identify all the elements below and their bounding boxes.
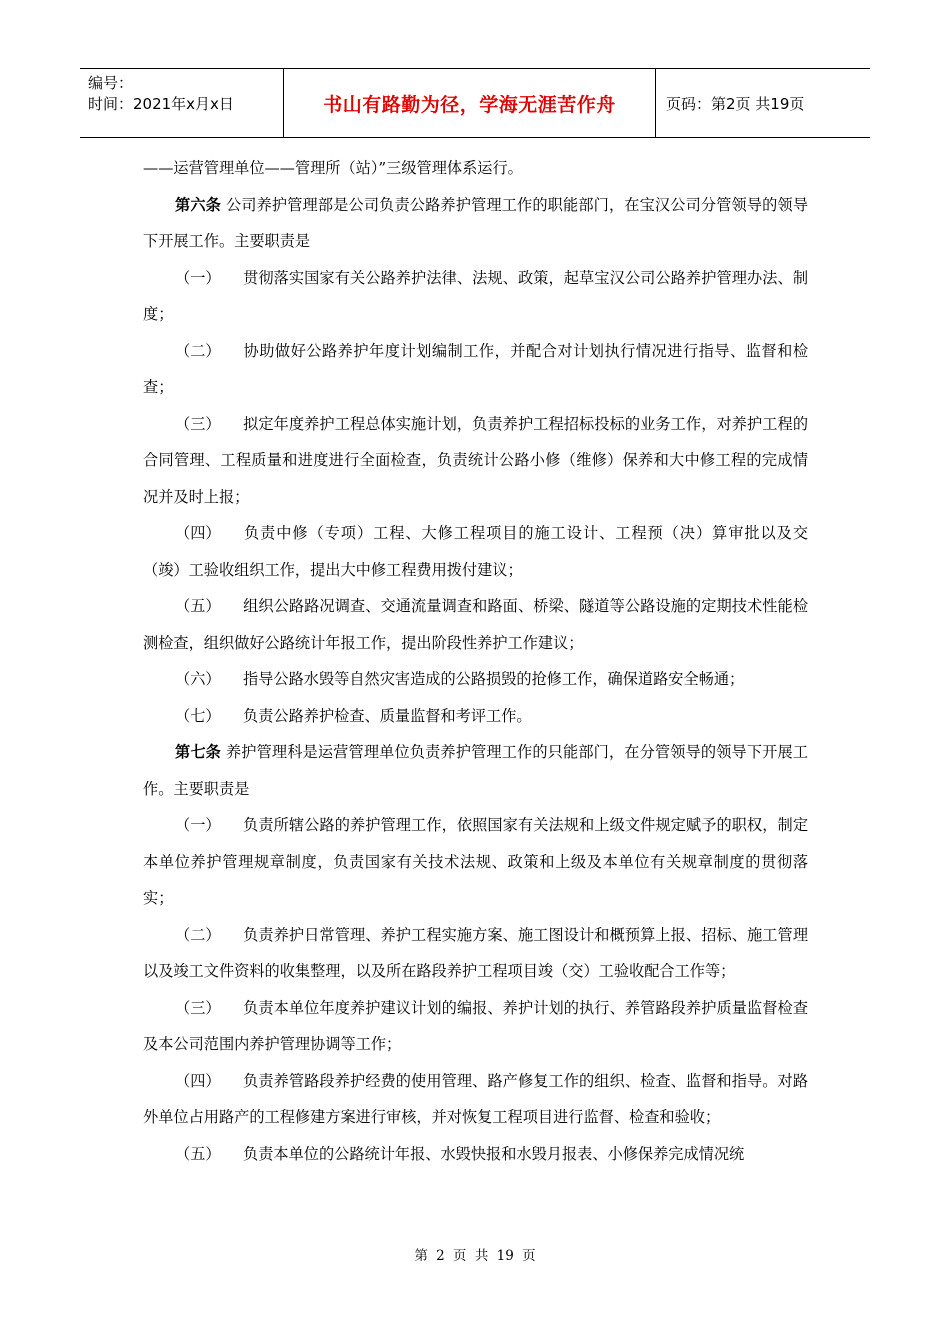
list-item-text: 负责所辖公路的养护管理工作，依照国家有关法规和上级文件规定赋予的职权，制定本单位养护管理规章制度，负责国家有关技术法规、政策和上级及本单位有关规章制度的贯彻落实； [143, 816, 808, 907]
list-item [143, 333, 808, 406]
article-6-title: 第六条 [175, 195, 221, 214]
list-item-number: （三） [175, 998, 221, 1017]
list-item-text: 组织公路路况调查、交通流量调查和路面、桥梁、隧道等公路设施的定期技术性能检测检查，组织做好公路统计年报工作，提出阶段性养护工作建议； [143, 597, 808, 652]
article-6-text: 公司养护管理部是公司负责公路养护管理工作的职能部门，在宝汉公司分管领导的领导下开展工作。主要职责是 [143, 195, 809, 250]
list-item [143, 515, 808, 588]
list-item [143, 1063, 808, 1136]
list-item-number: （五） [175, 1144, 221, 1163]
list-item [143, 406, 808, 516]
paragraph-intro: ——运营管理单位——管理所（站）”三级管理体系运行。 [143, 159, 523, 177]
document-time-label: 时间：2021年x月x日 [88, 95, 234, 113]
list-item-text: 负责公路养护检查、质量监督和考评工作。 [243, 706, 532, 725]
list-item-number: （二） [175, 925, 221, 944]
list-item-number: （五） [175, 597, 221, 615]
list-item [143, 990, 808, 1063]
list-item-number: （四） [175, 524, 221, 542]
page-footer: 第 2 页 共 19 页 [414, 1248, 536, 1264]
article-6-items [143, 260, 808, 735]
header-page-info: 页码：第2页 共19页 [666, 94, 805, 113]
list-item-text: 负责中修（专项）工程、大修工程项目的施工设计、工程预（决）算审批以及交（竣）工验收组织工作，提出大中修工程费用拨付建议； [143, 524, 808, 579]
list-item-number: （一） [175, 268, 221, 287]
list-item-text: 负责养护日常管理、养护工程实施方案、施工图设计和概预算上报、招标、施工管理以及竣工文件资料的收集整理，以及所在路段养护工程项目竣（交）工验收配合工作等； [143, 925, 808, 980]
list-item-text: 负责养管路段养护经费的使用管理、路产修复工作的组织、检查、监督和指导。对路外单位占用路产的工程修建方案进行审核，并对恢复工程项目进行监督、检查和验收； [143, 1071, 808, 1126]
list-item [143, 698, 808, 735]
article-7-title: 第七条 [175, 743, 221, 761]
article-7-items [143, 807, 808, 1172]
list-item-number: （四） [175, 1071, 221, 1090]
document-body [143, 150, 808, 1172]
list-item-number: （七） [175, 706, 221, 725]
list-item [143, 260, 808, 333]
list-item [143, 917, 808, 990]
list-item-text: 指导公路水毁等自然灾害造成的公路损毁的抢修工作，确保道路安全畅通； [243, 670, 745, 688]
article-7-text: 养护管理科是运营管理单位负责养护管理工作的只能部门，在分管领导的领导下开展工作。主要职责是 [143, 743, 809, 798]
list-item-text: 负责本单位的公路统计年报、水毁快报和水毁月报表、小修保养完成情况统 [243, 1144, 745, 1163]
article-6 [143, 187, 808, 260]
list-item-number: （二） [175, 341, 221, 360]
header-meta [80, 69, 284, 137]
list-item-text: 协助做好公路养护年度计划编制工作，并配合对计划执行情况进行指导、监督和检查； [143, 341, 808, 396]
list-item-number: （三） [175, 414, 221, 433]
list-item [143, 1136, 808, 1173]
document-number-label: 编号： [88, 74, 134, 92]
list-item [143, 807, 808, 917]
article-7 [143, 734, 808, 807]
page-header [80, 68, 870, 138]
list-item-text: 负责本单位年度养护建议计划的编报、养护计划的执行、养管路段养护质量监督检查及本公司范围内养护管理协调等工作； [143, 998, 808, 1053]
header-motto: 书山有路勤为径，学海无涯苦作舟 [284, 69, 656, 137]
list-item [143, 588, 808, 661]
list-item-number: （六） [175, 670, 221, 688]
list-item-text: 贯彻落实国家有关公路养护法律、法规、政策，起草宝汉公司公路养护管理办法、制度； [143, 268, 808, 323]
list-item-text: 拟定年度养护工程总体实施计划，负责养护工程招标投标的业务工作，对养护工程的合同管理、工程质量和进度进行全面检查，负责统计公路小修（维修）保养和大中修工程的完成情况并及时上报； [143, 414, 808, 506]
list-item-number: （一） [175, 816, 221, 834]
list-item [143, 661, 808, 698]
